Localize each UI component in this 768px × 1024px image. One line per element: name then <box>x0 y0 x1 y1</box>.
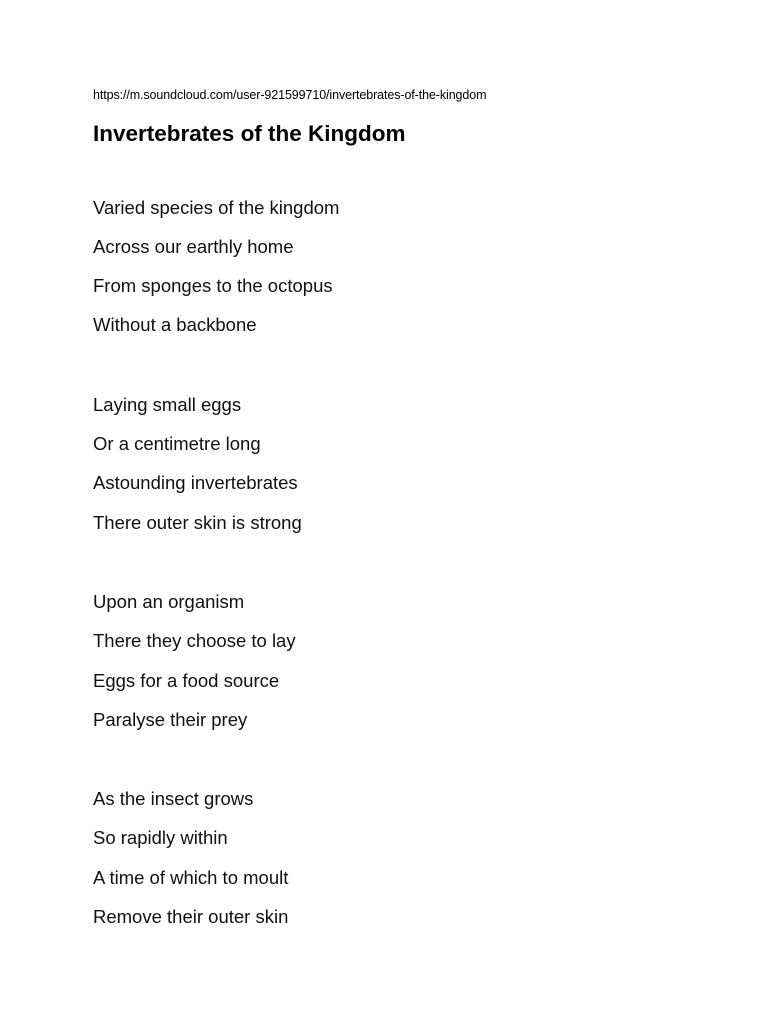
poem-line: As the insect grows <box>93 788 254 809</box>
poem-line: Eggs for a food source <box>93 670 280 691</box>
poem-line: Or a centimetre long <box>93 433 261 454</box>
poem-line: Varied species of the kingdom <box>93 197 340 218</box>
source-url: https://m.soundcloud.com/user-921599710/invertebrates-of-the-kingdom <box>93 88 487 102</box>
poem-line: There they choose to lay <box>93 630 296 651</box>
poem-line: Astounding invertebrates <box>93 472 298 493</box>
poem-line: Without a backbone <box>93 314 257 335</box>
poem-line: Upon an organism <box>93 591 245 612</box>
poem-line: Laying small eggs <box>93 394 242 415</box>
poem-title: Invertebrates of the Kingdom <box>93 121 406 146</box>
poem-line: Remove their outer skin <box>93 906 289 927</box>
poem-line: Across our earthly home <box>93 236 294 257</box>
poem-line: There outer skin is strong <box>93 512 302 533</box>
poem-line: From sponges to the octopus <box>93 275 333 296</box>
poem-line: So rapidly within <box>93 827 228 848</box>
poem-line: A time of which to moult <box>93 867 289 888</box>
poem-line: Paralyse their prey <box>93 709 248 730</box>
